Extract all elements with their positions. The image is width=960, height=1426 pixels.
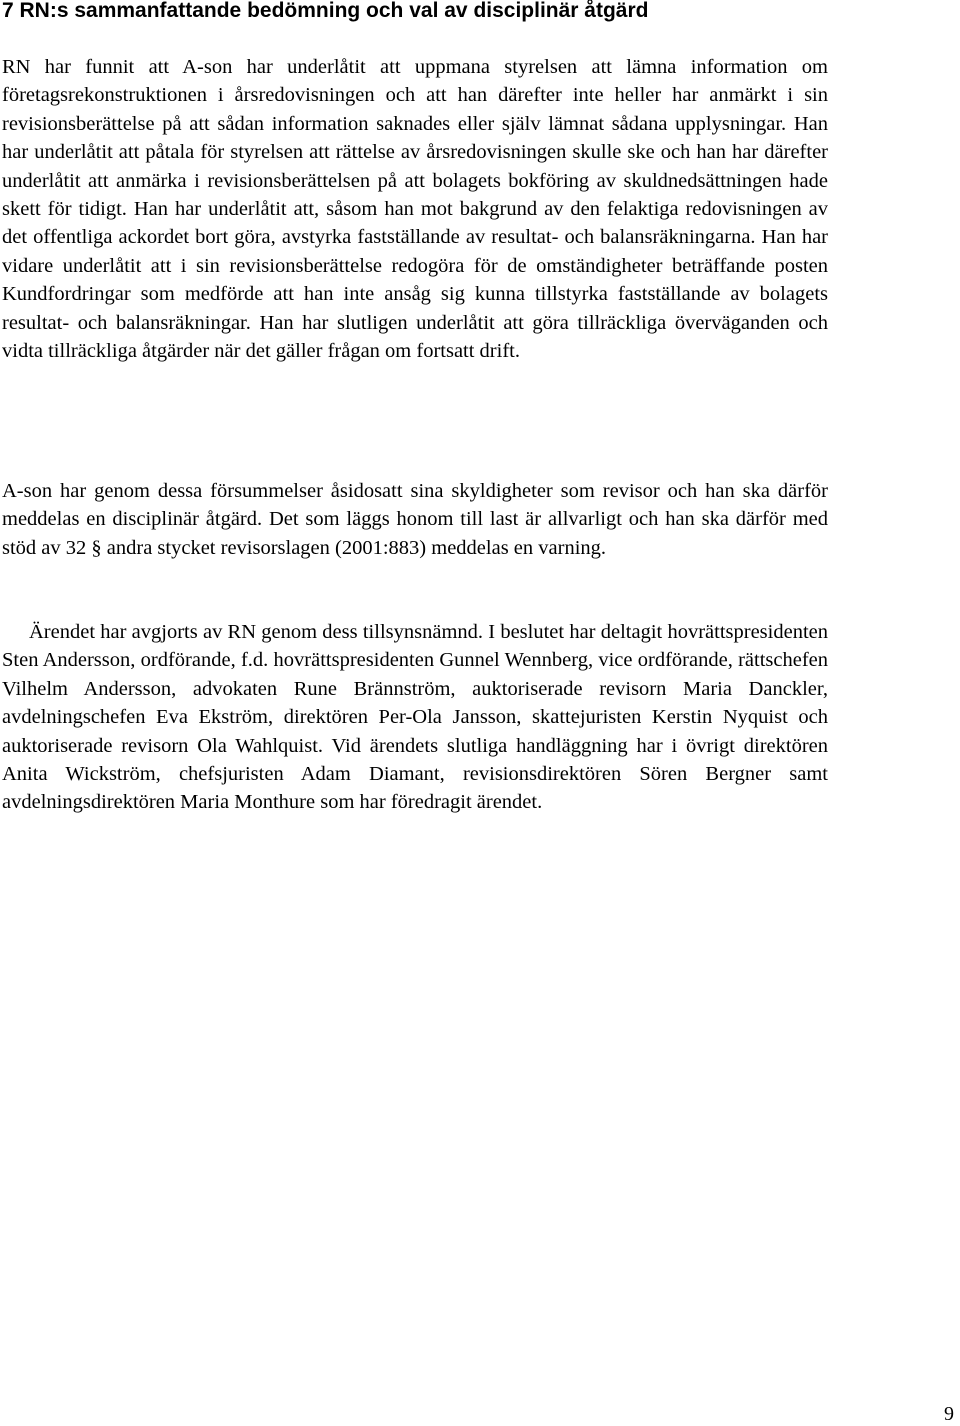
paragraph-decision-participants xyxy=(2,618,828,817)
paragraph-disciplinary-measure: A-son har genom dessa försummelser åsidosatt sina skyldigheter som revisor och han ska därför meddelas en disciplinär åtgärd. Det som läggs honom till last är allvarligt och han ska därför med stöd av 32 § andra stycket revisorslagen (2001:883) meddelas en varning. xyxy=(2,480,828,559)
section-heading: 7 RN:s sammanfattande bedömning och val av disciplinär åtgärd xyxy=(2,0,649,22)
page-number: 9 xyxy=(944,1403,954,1425)
paragraph-assessment: RN har funnit att A-son har underlåtit att uppmana styrelsen att lämna information om företagsrekonstruktionen i årsredovisningen och att han därefter inte heller har anmärkt i sin revisionsberättelse på att sådan information saknades eller själv lämnat sådana upplysningar. Han har underlåtit att påtala för styrelsen att rättelse av årsredovisningen skulle ske och han har därefter underlåtit att anmärka i revisionsberättelsen på att bolagets bokföring av skuldnedsättningen hade skett för tidigt. Han har underlåtit att, såsom han mot bakgrund av den felaktiga redovisningen av det offentliga ackordet bort göra, avstyrka fastställande av resultat- och balansräkningarna. Han har vidare underlåtit att i sin revisionsberättelse redogöra för de omständigheter beträffande posten Kundfordringar som medförde att han inte ansåg sig kunna tillstyrka fastställande av bolagets resultat- och balansräkningar. Han har slutligen underlåtit att göra tillräckliga överväganden och vidta tillräckliga åtgärder när det gäller frågan om fortsatt drift. xyxy=(2,56,828,363)
paragraph-decision-text: Ärendet har avgjorts av RN genom dess tillsynsnämnd. I beslutet har deltagit hovrättspresidenten Sten Andersson, ordförande, f.d. hovrättspresidenten Gunnel Wennberg, vice ordförande, rättschefen Vilhelm Andersson, advokaten Rune Brännström, auktoriserade revisorn Maria Danckler, avdelningschefen Eva Ekström, direktören Per-Ola Jansson, skattejuristen Kerstin Nyquist och auktoriserade revisorn Ola Wahlquist. Vid ärendets slutliga handläggning har i övrigt direktören Anita Wickström, chefsjuristen Adam Diamant, revisionsdirektören Sören Bergner samt avdelningsdirektören Maria Monthure som har föredragit ärendet. xyxy=(2,621,828,814)
